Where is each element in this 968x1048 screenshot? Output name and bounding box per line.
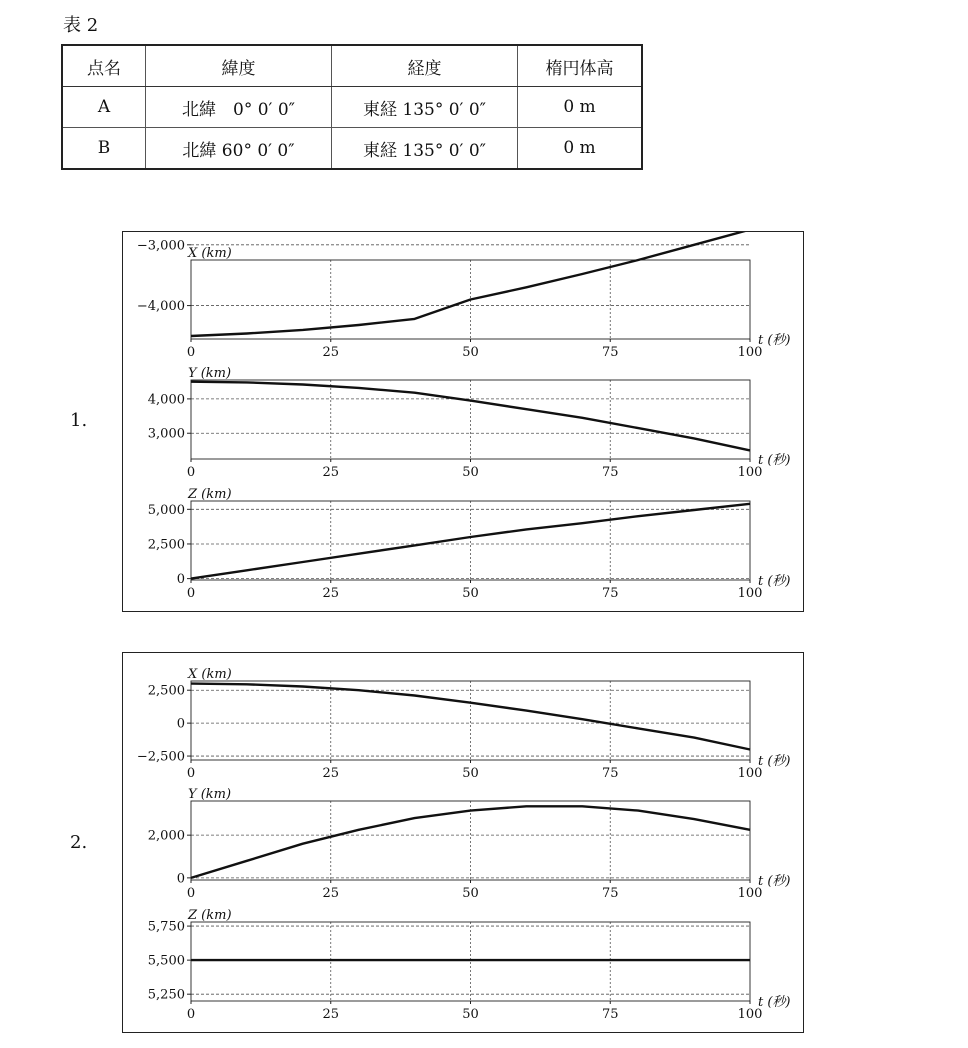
- header-ellipsoid-height: 楕円体高: [518, 45, 643, 87]
- y-axis-label: Y (km): [188, 366, 232, 381]
- y-axis-label: Z (km): [188, 487, 232, 502]
- y-tick-label: 0: [176, 572, 185, 588]
- y-tick-label: 5,250: [147, 987, 185, 1003]
- y-tick-label: 2,000: [147, 828, 185, 844]
- option-label-1: 1.: [70, 410, 88, 431]
- x-tick-label: 25: [322, 1007, 340, 1022]
- x-tick-label: 100: [737, 345, 763, 360]
- y-tick-label: −2,500: [136, 749, 185, 765]
- y-tick-label: −3,000: [136, 238, 185, 254]
- x-tick-label: 0: [186, 886, 196, 901]
- x-tick-label: 25: [322, 465, 340, 480]
- y-tick-label: 2,500: [147, 683, 185, 699]
- option-2-charts-svg: [123, 653, 805, 1034]
- table-header-row: [62, 45, 642, 87]
- cell-latitude: 北緯 0° 0′ 0″: [146, 87, 332, 128]
- x-tick-label: 75: [601, 586, 619, 601]
- cell-height: 0 m: [518, 128, 643, 170]
- plot-frame: [191, 922, 750, 1001]
- x-tick-label: 0: [186, 586, 196, 601]
- x-tick-label: 25: [322, 766, 340, 781]
- x-tick-label: 0: [186, 345, 196, 360]
- x-tick-label: 25: [322, 586, 340, 601]
- subplot-z: [148, 908, 791, 1022]
- option-2-chart-panel: [122, 652, 804, 1033]
- x-tick-label: 100: [737, 1007, 763, 1022]
- cell-height: 0 m: [518, 87, 643, 128]
- option-1-charts-svg: [123, 232, 805, 613]
- x-axis-label: t (秒): [758, 754, 791, 769]
- cell-point-name: A: [62, 87, 146, 128]
- subplot-z: [148, 487, 791, 601]
- header-point-name: 点名: [62, 45, 146, 87]
- table-row: [62, 87, 642, 128]
- x-tick-label: 50: [462, 886, 479, 901]
- x-tick-label: 50: [462, 465, 479, 480]
- subplot-x: [137, 667, 791, 781]
- x-tick-label: 50: [462, 586, 479, 601]
- x-tick-label: 100: [737, 766, 763, 781]
- x-tick-label: 0: [186, 465, 196, 480]
- option-1-chart-panel: [122, 231, 804, 612]
- subplot-y: [148, 366, 791, 480]
- x-tick-label: 100: [737, 886, 763, 901]
- coordinates-table: [61, 44, 643, 170]
- x-tick-label: 50: [462, 345, 479, 360]
- subplot-y: [148, 787, 791, 901]
- x-tick-label: 75: [601, 1007, 619, 1022]
- x-tick-label: 100: [737, 586, 763, 601]
- x-tick-label: 75: [601, 465, 619, 480]
- y-tick-label: 5,000: [147, 502, 185, 518]
- option-label-2: 2.: [70, 832, 88, 853]
- table-row: [62, 128, 642, 170]
- cell-longitude: 東経 135° 0′ 0″: [332, 128, 518, 170]
- x-tick-label: 100: [737, 465, 763, 480]
- y-tick-label: 4,000: [147, 392, 185, 408]
- y-tick-label: 0: [176, 716, 185, 732]
- x-tick-label: 50: [462, 1007, 479, 1022]
- plot-frame: [191, 801, 750, 880]
- x-tick-label: 25: [322, 886, 340, 901]
- plot-frame: [191, 380, 750, 459]
- x-tick-label: 75: [601, 886, 619, 901]
- y-axis-label: Z (km): [188, 908, 232, 923]
- y-tick-label: 0: [176, 871, 185, 887]
- plot-frame: [191, 681, 750, 760]
- y-tick-label: 5,750: [147, 919, 185, 935]
- x-axis-label: t (秒): [758, 333, 791, 348]
- cell-point-name: B: [62, 128, 146, 170]
- x-tick-label: 0: [186, 766, 196, 781]
- y-axis-label: X (km): [188, 667, 232, 682]
- x-axis-label: t (秒): [758, 574, 791, 589]
- y-tick-label: 2,500: [147, 537, 185, 553]
- x-tick-label: 50: [462, 766, 479, 781]
- y-tick-label: 3,000: [147, 426, 185, 442]
- y-axis-label: X (km): [188, 246, 232, 261]
- y-axis-label: Y (km): [188, 787, 232, 802]
- subplot-x: [137, 232, 791, 360]
- x-tick-label: 25: [322, 345, 340, 360]
- x-axis-label: t (秒): [758, 453, 791, 468]
- table-caption: 表 2: [63, 15, 99, 36]
- x-tick-label: 0: [186, 1007, 196, 1022]
- x-tick-label: 75: [601, 766, 619, 781]
- y-tick-label: −4,000: [136, 299, 185, 315]
- cell-longitude: 東経 135° 0′ 0″: [332, 87, 518, 128]
- header-latitude: 緯度: [146, 45, 332, 87]
- x-axis-label: t (秒): [758, 874, 791, 889]
- header-longitude: 経度: [332, 45, 518, 87]
- cell-latitude: 北緯 60° 0′ 0″: [146, 128, 332, 170]
- x-tick-label: 75: [601, 345, 619, 360]
- x-axis-label: t (秒): [758, 995, 791, 1010]
- y-tick-label: 5,500: [147, 953, 185, 969]
